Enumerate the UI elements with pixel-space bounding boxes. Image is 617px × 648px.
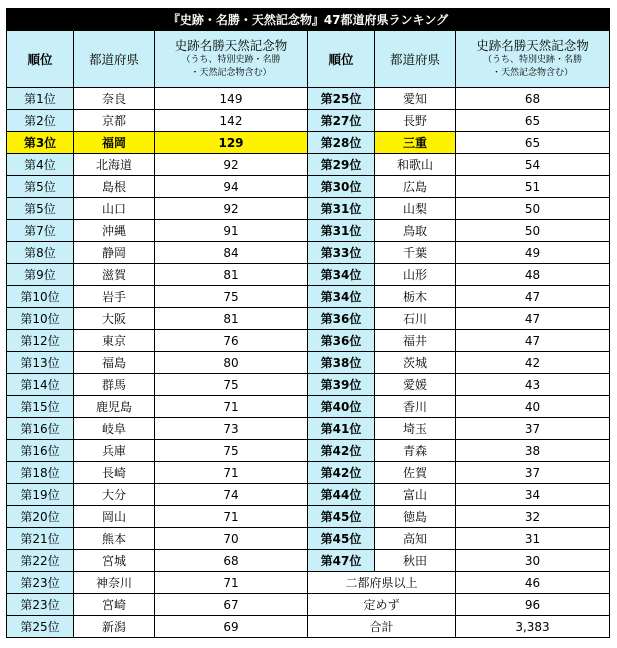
prefecture-cell: 宮崎 [74,594,155,616]
count-cell: 81 [155,308,308,330]
table-row [7,110,610,132]
prefecture-cell: 兵庫 [74,440,155,462]
rank-cell: 第13位 [7,352,74,374]
prefecture-cell: 秋田 [375,550,456,572]
table-row [7,528,610,550]
count-cell: 47 [456,308,610,330]
prefecture-cell: 奈良 [74,88,155,110]
table-row [7,154,610,176]
prefecture-cell: 宮城 [74,550,155,572]
count-cell: 92 [155,154,308,176]
rank-cell: 第29位 [308,154,375,176]
ranking-table [6,8,610,638]
summary-label: 合計 [308,616,456,638]
count-cell: 142 [155,110,308,132]
header-pref-right: 都道府県 [375,31,456,88]
prefecture-cell: 静岡 [74,242,155,264]
table-row [7,440,610,462]
count-cell: 42 [456,352,610,374]
rank-cell: 第14位 [7,374,74,396]
prefecture-cell: 三重 [375,132,456,154]
count-cell: 94 [155,176,308,198]
count-cell: 129 [155,132,308,154]
table-row [7,462,610,484]
count-cell: 37 [456,418,610,440]
rank-cell: 第8位 [7,242,74,264]
count-cell: 71 [155,396,308,418]
rank-cell: 第22位 [7,550,74,572]
count-cell: 37 [456,462,610,484]
table-row [7,242,610,264]
rank-cell: 第45位 [308,528,375,550]
prefecture-cell: 熊本 [74,528,155,550]
prefecture-cell: 東京 [74,330,155,352]
rank-cell: 第31位 [308,220,375,242]
count-cell: 68 [155,550,308,572]
count-cell: 68 [456,88,610,110]
prefecture-cell: 岩手 [74,286,155,308]
header-count-line1: 史跡名勝天然記念物 [476,38,589,53]
header-count-left [155,31,308,88]
rank-cell: 第20位 [7,506,74,528]
count-cell: 31 [456,528,610,550]
header-pref-left: 都道府県 [74,31,155,88]
table-row [7,220,610,242]
count-cell: 65 [456,132,610,154]
rank-cell: 第36位 [308,308,375,330]
count-cell: 71 [155,462,308,484]
rank-cell: 第25位 [308,88,375,110]
table-row [7,176,610,198]
count-cell: 65 [456,110,610,132]
count-cell: 47 [456,286,610,308]
rank-cell: 第16位 [7,440,74,462]
rank-cell: 第5位 [7,198,74,220]
prefecture-cell: 岐阜 [74,418,155,440]
rank-cell: 第34位 [308,264,375,286]
table-row [7,88,610,110]
count-cell: 84 [155,242,308,264]
count-cell: 71 [155,506,308,528]
table-row [7,550,610,572]
count-cell: 30 [456,550,610,572]
table-row [7,198,610,220]
table-row [7,264,610,286]
prefecture-cell: 長崎 [74,462,155,484]
count-cell: 76 [155,330,308,352]
count-cell: 69 [155,616,308,638]
rank-cell: 第2位 [7,110,74,132]
header-rank-left: 順位 [7,31,74,88]
prefecture-cell: 福島 [74,352,155,374]
rank-cell: 第10位 [7,286,74,308]
prefecture-cell: 山形 [375,264,456,286]
prefecture-cell: 島根 [74,176,155,198]
prefecture-cell: 沖縄 [74,220,155,242]
rank-cell: 第47位 [308,550,375,572]
count-cell: 92 [155,198,308,220]
rank-cell: 第23位 [7,572,74,594]
prefecture-cell: 栃木 [375,286,456,308]
prefecture-cell: 鹿児島 [74,396,155,418]
prefecture-cell: 滋賀 [74,264,155,286]
rank-cell: 第31位 [308,198,375,220]
header-rank-right: 順位 [308,31,375,88]
table-row [7,506,610,528]
prefecture-cell: 岡山 [74,506,155,528]
prefecture-cell: 山口 [74,198,155,220]
table-row [7,418,610,440]
count-cell: 50 [456,220,610,242]
header-count-line2: （うち、特別史跡・名勝 [482,55,582,65]
rank-cell: 第10位 [7,308,74,330]
count-cell: 71 [155,572,308,594]
rank-cell: 第40位 [308,396,375,418]
prefecture-cell: 長野 [375,110,456,132]
table-row [7,374,610,396]
header-count-line2: （うち、特別史跡・名勝 [181,55,281,65]
header-count-right [456,31,610,88]
summary-count: 96 [456,594,610,616]
table-row [7,330,610,352]
header-count-line3: ・天然記念物含む） [491,68,573,78]
prefecture-cell: 佐賀 [375,462,456,484]
count-cell: 75 [155,374,308,396]
rank-cell: 第1位 [7,88,74,110]
count-cell: 74 [155,484,308,506]
table-row [7,572,610,594]
prefecture-cell: 鳥取 [375,220,456,242]
prefecture-cell: 石川 [375,308,456,330]
rank-cell: 第36位 [308,330,375,352]
prefecture-cell: 新潟 [74,616,155,638]
prefecture-cell: 千葉 [375,242,456,264]
count-cell: 38 [456,440,610,462]
prefecture-cell: 群馬 [74,374,155,396]
rank-cell: 第21位 [7,528,74,550]
count-cell: 149 [155,88,308,110]
count-cell: 50 [456,198,610,220]
table-title: 『史跡・名勝・天然記念物』47都道府県ランキング [7,9,610,31]
rank-cell: 第33位 [308,242,375,264]
count-cell: 32 [456,506,610,528]
rank-cell: 第42位 [308,462,375,484]
rank-cell: 第34位 [308,286,375,308]
prefecture-cell: 山梨 [375,198,456,220]
rank-cell: 第41位 [308,418,375,440]
rank-cell: 第9位 [7,264,74,286]
count-cell: 67 [155,594,308,616]
count-cell: 73 [155,418,308,440]
table-row [7,286,610,308]
prefecture-cell: 京都 [74,110,155,132]
table-row [7,308,610,330]
prefecture-cell: 大阪 [74,308,155,330]
prefecture-cell: 福井 [375,330,456,352]
rank-cell: 第44位 [308,484,375,506]
summary-count: 46 [456,572,610,594]
summary-label: 定めず [308,594,456,616]
prefecture-cell: 愛媛 [375,374,456,396]
table-row [7,352,610,374]
prefecture-cell: 愛知 [375,88,456,110]
header-count-line3: ・天然記念物含む） [190,68,272,78]
count-cell: 54 [456,154,610,176]
table-row [7,594,610,616]
rank-cell: 第27位 [308,110,375,132]
prefecture-cell: 大分 [74,484,155,506]
prefecture-cell: 福岡 [74,132,155,154]
rank-cell: 第25位 [7,616,74,638]
rank-cell: 第4位 [7,154,74,176]
rank-cell: 第7位 [7,220,74,242]
rank-cell: 第19位 [7,484,74,506]
prefecture-cell: 富山 [375,484,456,506]
rank-cell: 第45位 [308,506,375,528]
count-cell: 91 [155,220,308,242]
count-cell: 51 [456,176,610,198]
prefecture-cell: 徳島 [375,506,456,528]
count-cell: 49 [456,242,610,264]
rank-cell: 第23位 [7,594,74,616]
rank-cell: 第5位 [7,176,74,198]
summary-count: 3,383 [456,616,610,638]
rank-cell: 第30位 [308,176,375,198]
prefecture-cell: 北海道 [74,154,155,176]
prefecture-cell: 埼玉 [375,418,456,440]
rank-cell: 第15位 [7,396,74,418]
header-count-line1: 史跡名勝天然記念物 [174,38,288,53]
rank-cell: 第38位 [308,352,375,374]
count-cell: 81 [155,264,308,286]
count-cell: 75 [155,440,308,462]
count-cell: 40 [456,396,610,418]
rank-cell: 第18位 [7,462,74,484]
prefecture-cell: 青森 [375,440,456,462]
count-cell: 34 [456,484,610,506]
prefecture-cell: 和歌山 [375,154,456,176]
count-cell: 75 [155,286,308,308]
table-row [7,396,610,418]
rank-cell: 第42位 [308,440,375,462]
table-row [7,484,610,506]
prefecture-cell: 香川 [375,396,456,418]
count-cell: 43 [456,374,610,396]
table-row [7,616,610,638]
table-row [7,132,610,154]
count-cell: 47 [456,330,610,352]
prefecture-cell: 茨城 [375,352,456,374]
rank-cell: 第12位 [7,330,74,352]
rank-cell: 第28位 [308,132,375,154]
rank-cell: 第3位 [7,132,74,154]
count-cell: 70 [155,528,308,550]
count-cell: 80 [155,352,308,374]
count-cell: 48 [456,264,610,286]
rank-cell: 第39位 [308,374,375,396]
summary-label: 二都府県以上 [308,572,456,594]
rank-cell: 第16位 [7,418,74,440]
prefecture-cell: 高知 [375,528,456,550]
prefecture-cell: 神奈川 [74,572,155,594]
prefecture-cell: 広島 [375,176,456,198]
